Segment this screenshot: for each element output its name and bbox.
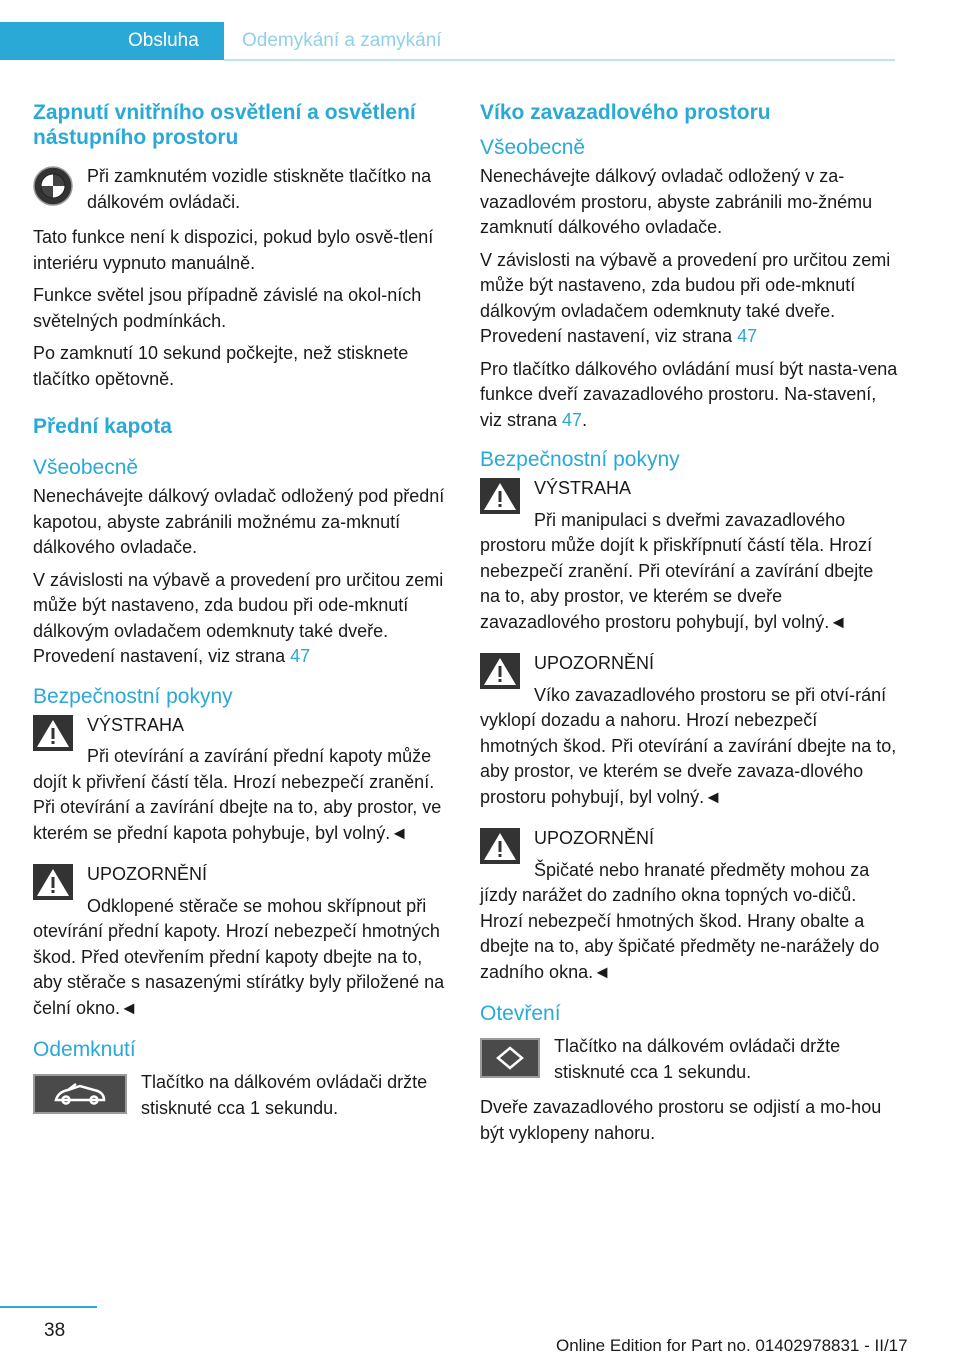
caution-title: UPOZORNĚNÍ <box>87 864 208 884</box>
section-tab: Obsluha <box>0 22 224 60</box>
page-link[interactable]: 47 <box>290 646 311 666</box>
footer-divider <box>0 1306 97 1308</box>
hood-heading: Přední kapota <box>33 415 172 438</box>
caution-note <box>33 862 451 1021</box>
open-key-block <box>480 1034 898 1085</box>
caution-text: Víko zavazadlového prostoru se při otví-rání vyklopí dozadu a nahoru. Hrozí nebezpečí hmotných škod. Při otevírání a zavírání dbejte na to, aby prostor, ve kterém se dveře zavaza-dlového prostoru pohybují, byl volný.◄ <box>480 684 897 807</box>
warning-triangle-icon <box>480 478 520 514</box>
interior-light-heading: Zapnutí vnitřního osvětlení a osvětlení nástupního prostoru <box>33 101 416 149</box>
caution-note <box>480 651 898 810</box>
unlock-key-block <box>33 1070 451 1121</box>
para: Tato funkce není k dispozici, pokud bylo osvě-tlení interiéru vypnuto manuálně. <box>33 227 434 273</box>
page-number: 38 <box>44 1320 66 1341</box>
warning-title: VÝSTRAHA <box>87 714 185 735</box>
unlock-heading: Odemknutí <box>33 1038 136 1061</box>
warning-triangle-icon <box>480 828 520 864</box>
para: Pro tlačítko dálkového ovládání musí být nasta-vena funkce dveří zavazadlového prostoru. Na-stavení, viz strana 47. <box>480 358 898 430</box>
trunk-heading: Víko zavazadlového prostoru <box>480 101 771 124</box>
page-link[interactable]: 47 <box>737 326 758 346</box>
caution-note <box>480 826 898 985</box>
warning-text: Při manipulaci s dveřmi zavazadlového prostoru může dojít k přiskřípnutí částí těla. Hrozí nebezpečí zranění. Při otevírání a zavírání dbejte na to, aby prostor, ve kterém se dveře zavazadlového prostoru pohybují, byl volný.◄ <box>480 509 874 632</box>
hood-general-heading: Všeobecně <box>33 456 139 479</box>
para: Po zamknutí 10 sekund počkejte, než stisknete tlačítko opětovně. <box>33 343 409 389</box>
warning-title: VÝSTRAHA <box>534 478 632 498</box>
hood-key-button <box>33 1074 127 1114</box>
trunk-key-button <box>480 1038 540 1078</box>
open-heading: Otevření <box>480 1002 561 1025</box>
car-hood-icon <box>50 1080 110 1108</box>
warning-triangle-icon <box>33 864 73 900</box>
para: Funkce světel jsou případně závislé na okol-ních světelných podmínkách. <box>33 285 422 331</box>
caution-text: Odklopené stěrače se mohou skřípnout při otevírání přední kapoty. Hrozí nebezpečí hmotných škod. Před otevřením přední kapoty dbejte na to, aby stěrače s nasazenými stírátky byly přiložené na čelní okno.◄ <box>33 895 445 1018</box>
open-text: Tlačítko na dálkovém ovládači držte stisknuté cca 1 sekundu. <box>554 1036 841 1082</box>
para: Nenechávejte dálkový ovladač odložený pod přední kapotou, abyste zabránili možnému za-mknutí dálkového ovladače. <box>33 486 445 557</box>
warning-note <box>480 476 898 635</box>
left-column <box>33 100 451 1131</box>
trunk-general-heading: Všeobecně <box>480 136 586 159</box>
header-divider <box>224 59 895 61</box>
para: V závislosti na výbavě a provedení pro určitou zemi může být nastaveno, zda budou při ode-mknutí dálkovým ovladačem odemknuty také dveře. Provedení nastavení, viz strana 47 <box>480 249 891 346</box>
warning-triangle-icon <box>33 715 73 751</box>
bmw-key-block <box>33 164 451 215</box>
warning-note <box>33 713 451 847</box>
edition-note: Online Edition for Part no. 01402978831 - II/17 <box>556 1336 908 1355</box>
warning-triangle-icon <box>480 653 520 689</box>
right-column <box>480 100 898 1153</box>
bmw-key-text: Při zamknutém vozidle stiskněte tlačítko na dálkovém ovládači. <box>87 166 432 212</box>
caution-title: UPOZORNĚNÍ <box>534 828 655 848</box>
caution-text: Špičaté nebo hranaté předměty mohou za jízdy narážet do zadního okna topných vo-dičů. Hrozí nebezpečí hmotných škod. Hrany obalte a dbejte na to, aby špičaté předměty ne-narážely do zadního okna.◄ <box>480 859 880 982</box>
hood-safety-heading: Bezpečnostní pokyny <box>33 684 233 708</box>
unlock-text: Tlačítko na dálkovém ovládači držte stisknuté cca 1 sekundu. <box>141 1072 428 1118</box>
para: V závislosti na výbavě a provedení pro určitou zemi může být nastaveno, zda budou při ode-mknutí dálkovým ovladačem odemknuty také dveře. Provedení nastavení, viz strana 47 <box>33 569 444 666</box>
bmw-logo-icon <box>33 166 73 206</box>
page-header <box>0 22 895 62</box>
page-link[interactable]: 47 <box>562 409 583 430</box>
trunk-safety-heading: Bezpečnostní pokyny <box>480 448 680 471</box>
warning-text: Při otevírání a zavírání přední kapoty může dojít k přivření částí těla. Hrozí nebezpečí zranění. Při otevírání a zavírání dbejte na to, aby prostor, ve kterém se přední kapota pohybuje, byl volný.◄ <box>33 746 442 843</box>
trunk-diamond-icon <box>490 1044 530 1072</box>
subsection-tab: Odemykání a zamykání <box>242 30 442 51</box>
para: Nenechávejte dálkový ovladač odložený v za-vazadlovém prostoru, abyste zabránili mo-žnému zamknutí dálkového ovladače. <box>480 166 873 237</box>
caution-title: UPOZORNĚNÍ <box>534 653 655 673</box>
para: Dveře zavazadlového prostoru se odjistí a mo-hou být vyklopeny nahoru. <box>480 1097 882 1143</box>
